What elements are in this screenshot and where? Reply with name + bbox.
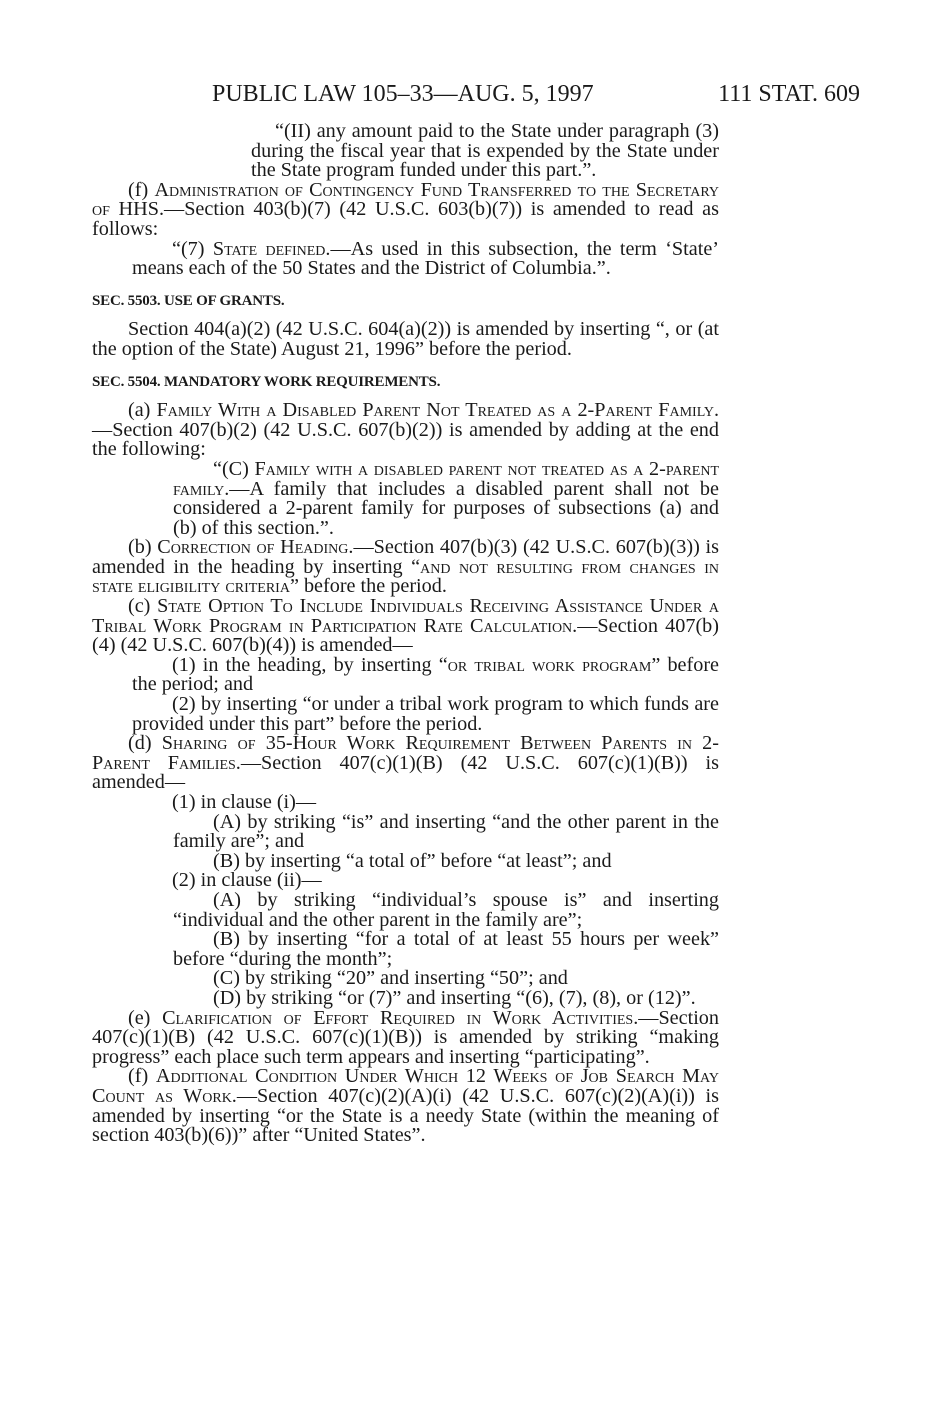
document-body — [92, 122, 719, 1146]
subparagraph-heading: Family with a disabled parent not treated as a 2-parent family. — [173, 457, 719, 500]
paragraph-7-state-defined: “(7) State defined.—As used in this subsection, the term ‘State’ means each of the 50 States and the District of Columbia.”. — [132, 237, 720, 280]
paragraph-heading: State defined. — [212, 237, 331, 260]
subsection-c: (c) State Option To Include Individuals Receiving Assistance Under a Tribal Work Program in Participation Rate Calculation.—Section 407(b)(4) (42 U.S.C. 607(b)(4)) is amended— — [92, 595, 720, 657]
subparagraph-d-2-a: (A) by striking “individual’s spouse is” and inserting “individual and the other parent in the family are”; — [173, 888, 719, 931]
subparagraph-c-quoted: “(C) Family with a disabled parent not treated as a 2-parent family.—A family that includes a disabled parent shall not be considered a 2-parent family for purposes of subsections (a) and (b) of this section.”. — [173, 457, 719, 539]
subparagraph-d-1-b: (B) by inserting “a total of” before “at least”; and — [213, 849, 612, 872]
section-5503-heading: SEC. 5503. USE OF GRANTS. — [92, 292, 285, 309]
subclause-ii: “(II) any amount paid to the State under paragraph (3) during the fiscal year that is expended by the State under the State program funded under this part.”. — [251, 120, 719, 182]
page-header — [92, 78, 860, 110]
subparagraph-d-1-a: (A) by striking “is” and inserting “and the other parent in the family are”; and — [173, 810, 719, 853]
paragraph-c-1: (1) in the heading, by inserting “or tribal work program” before the period; and — [132, 653, 720, 696]
subsection-heading: State Option To Include Individuals Receiving Assistance Under a Tribal Work Program in Participation Rate Calculation. — [92, 595, 719, 637]
subsection-f-administration: (f) Administration of Contingency Fund Transferred to the Secretary of HHS.—Section 403(b)(7) (42 U.S.C. 603(b)(7)) is amended to read as follows: — [92, 178, 720, 240]
page-number: 111 STAT. 609 — [718, 81, 860, 107]
subparagraph-d-2-c: (C) by striking “20” and inserting “50”; and — [213, 967, 568, 990]
section-5504-heading: SEC. 5504. MANDATORY WORK REQUIREMENTS. — [92, 373, 441, 390]
subsection-a: (a) Family With a Disabled Parent Not Treated as a 2-Parent Family.—Section 407(b)(2) (42 U.S.C. 607(b)(2)) is amended by adding at the end the following: — [92, 399, 719, 461]
subparagraph-d-2-b: (B) by inserting “for a total of at least 55 hours per week” before “during the month”; — [173, 928, 719, 970]
subsection-heading: Clarification of Effort Required in Work Activities. — [162, 1006, 639, 1029]
subsection-heading: Sharing of 35-Hour Work Requirement Between Parents in 2-Parent Families. — [92, 732, 719, 774]
paragraph-d-2: (2) in clause (ii)— — [172, 869, 322, 892]
subsection-heading: Administration of Contingency Fund Transferred to the Secretary of HHS. — [92, 178, 720, 221]
subsection-d: (d) Sharing of 35-Hour Work Requirement Between Parents in 2-Parent Families.—Section 407(c)(1)(B) (42 U.S.C. 607(c)(1)(B)) is amended— — [92, 732, 719, 794]
paragraph-c-2: (2) by inserting “or under a tribal work program to which funds are provided under this part” before the period. — [132, 693, 719, 735]
running-head: PUBLIC LAW 105–33—AUG. 5, 1997 — [212, 81, 594, 107]
paragraph-d-1: (1) in clause (i)— — [172, 791, 317, 813]
subsection-b: (b) Correction of Heading.—Section 407(b)(3) (42 U.S.C. 607(b)(3)) is amended in the heading by inserting “and not resulting from changes in state eligibility criteria” before the period. — [92, 536, 719, 598]
subsection-f-job-search: (f) Additional Condition Under Which 12 Weeks of Job Search May Count as Work.—Section 407(c)(2)(A)(i) (42 U.S.C. 607(c)(2)(A)(i)) is amended by inserting “or the State is a needy State (within the meaning of section 403(b)(6))” after “United States”. — [92, 1065, 719, 1147]
section-5503-text: Section 404(a)(2) (42 U.S.C. 604(a)(2)) is amended by inserting “, or (at the option of the State) August 21, 1996” before the period. — [92, 318, 719, 360]
inserted-heading-text: or tribal work program — [447, 653, 652, 676]
subparagraph-d-2-d: (D) by striking “or (7)” and inserting “(6), (7), (8), or (12)”. — [213, 986, 696, 1009]
subsection-heading: Family With a Disabled Parent Not Treated as a 2-Parent Family. — [156, 399, 719, 422]
subsection-heading: Correction of Heading. — [157, 536, 354, 559]
subsection-heading: Additional Condition Under Which 12 Weeks of Job Search May Count as Work. — [92, 1065, 719, 1107]
inserted-heading-text: and not resulting from changes in state eligibility criteria — [92, 555, 719, 598]
subsection-e: (e) Clarification of Effort Required in Work Activities.—Section 407(c)(1)(B) (42 U.S.C. 607(c)(1)(B)) is amended by striking “making progress” each place such term appears and inserting “participating”. — [92, 1006, 719, 1068]
